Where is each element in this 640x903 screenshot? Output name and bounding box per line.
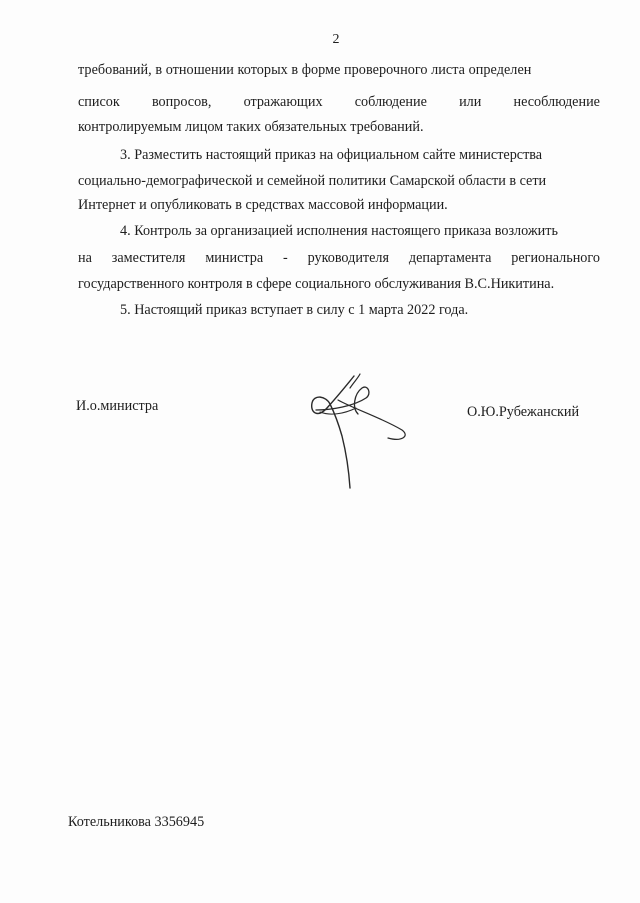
word: -: [282, 250, 288, 266]
page-number: 2: [332, 32, 340, 47]
paragraph-4-line-2: [78, 249, 600, 267]
signatory-role: И.о.министра: [76, 398, 159, 414]
word: заместителя: [111, 250, 186, 266]
paragraph-3-line-1: 3. Разместить настоящий приказ на официальном сайте министерства: [120, 147, 543, 163]
word: или: [459, 94, 482, 110]
handwritten-signature: [292, 368, 412, 493]
signatory-name: О.Ю.Рубежанский: [467, 404, 580, 420]
paragraph-2-line-1: требований, в отношении которых в форме проверочного листа определен: [78, 62, 532, 78]
executor-contact: Котельникова 3356945: [68, 814, 205, 830]
paragraph-4-line-1: 4. Контроль за организацией исполнения настоящего приказа возложить: [120, 223, 558, 239]
word: на: [78, 250, 92, 266]
paragraph-2-line-3: контролируемым лицом таких обязательных требований.: [78, 119, 424, 135]
paragraph-5-line-1: 5. Настоящий приказ вступает в силу с 1 марта 2022 года.: [120, 302, 469, 318]
paragraph-3-line-3: Интернет и опубликовать в средствах массовой информации.: [78, 197, 448, 213]
word: список: [78, 94, 120, 110]
paragraph-3-line-2: социально-демографической и семейной политики Самарской области в сети: [78, 173, 547, 189]
word: руководителя: [307, 250, 390, 266]
word: регионального: [511, 250, 600, 266]
word: департамента: [408, 250, 492, 266]
word: соблюдение: [354, 94, 427, 110]
word: вопросов,: [151, 94, 212, 110]
paragraph-4-line-3: государственного контроля в сфере социального обслуживания В.С.Никитина.: [78, 276, 555, 292]
word: отражающих: [243, 94, 323, 110]
word: министра: [205, 250, 264, 266]
paragraph-2-line-2: [78, 93, 600, 111]
word: несоблюдение: [513, 94, 600, 110]
